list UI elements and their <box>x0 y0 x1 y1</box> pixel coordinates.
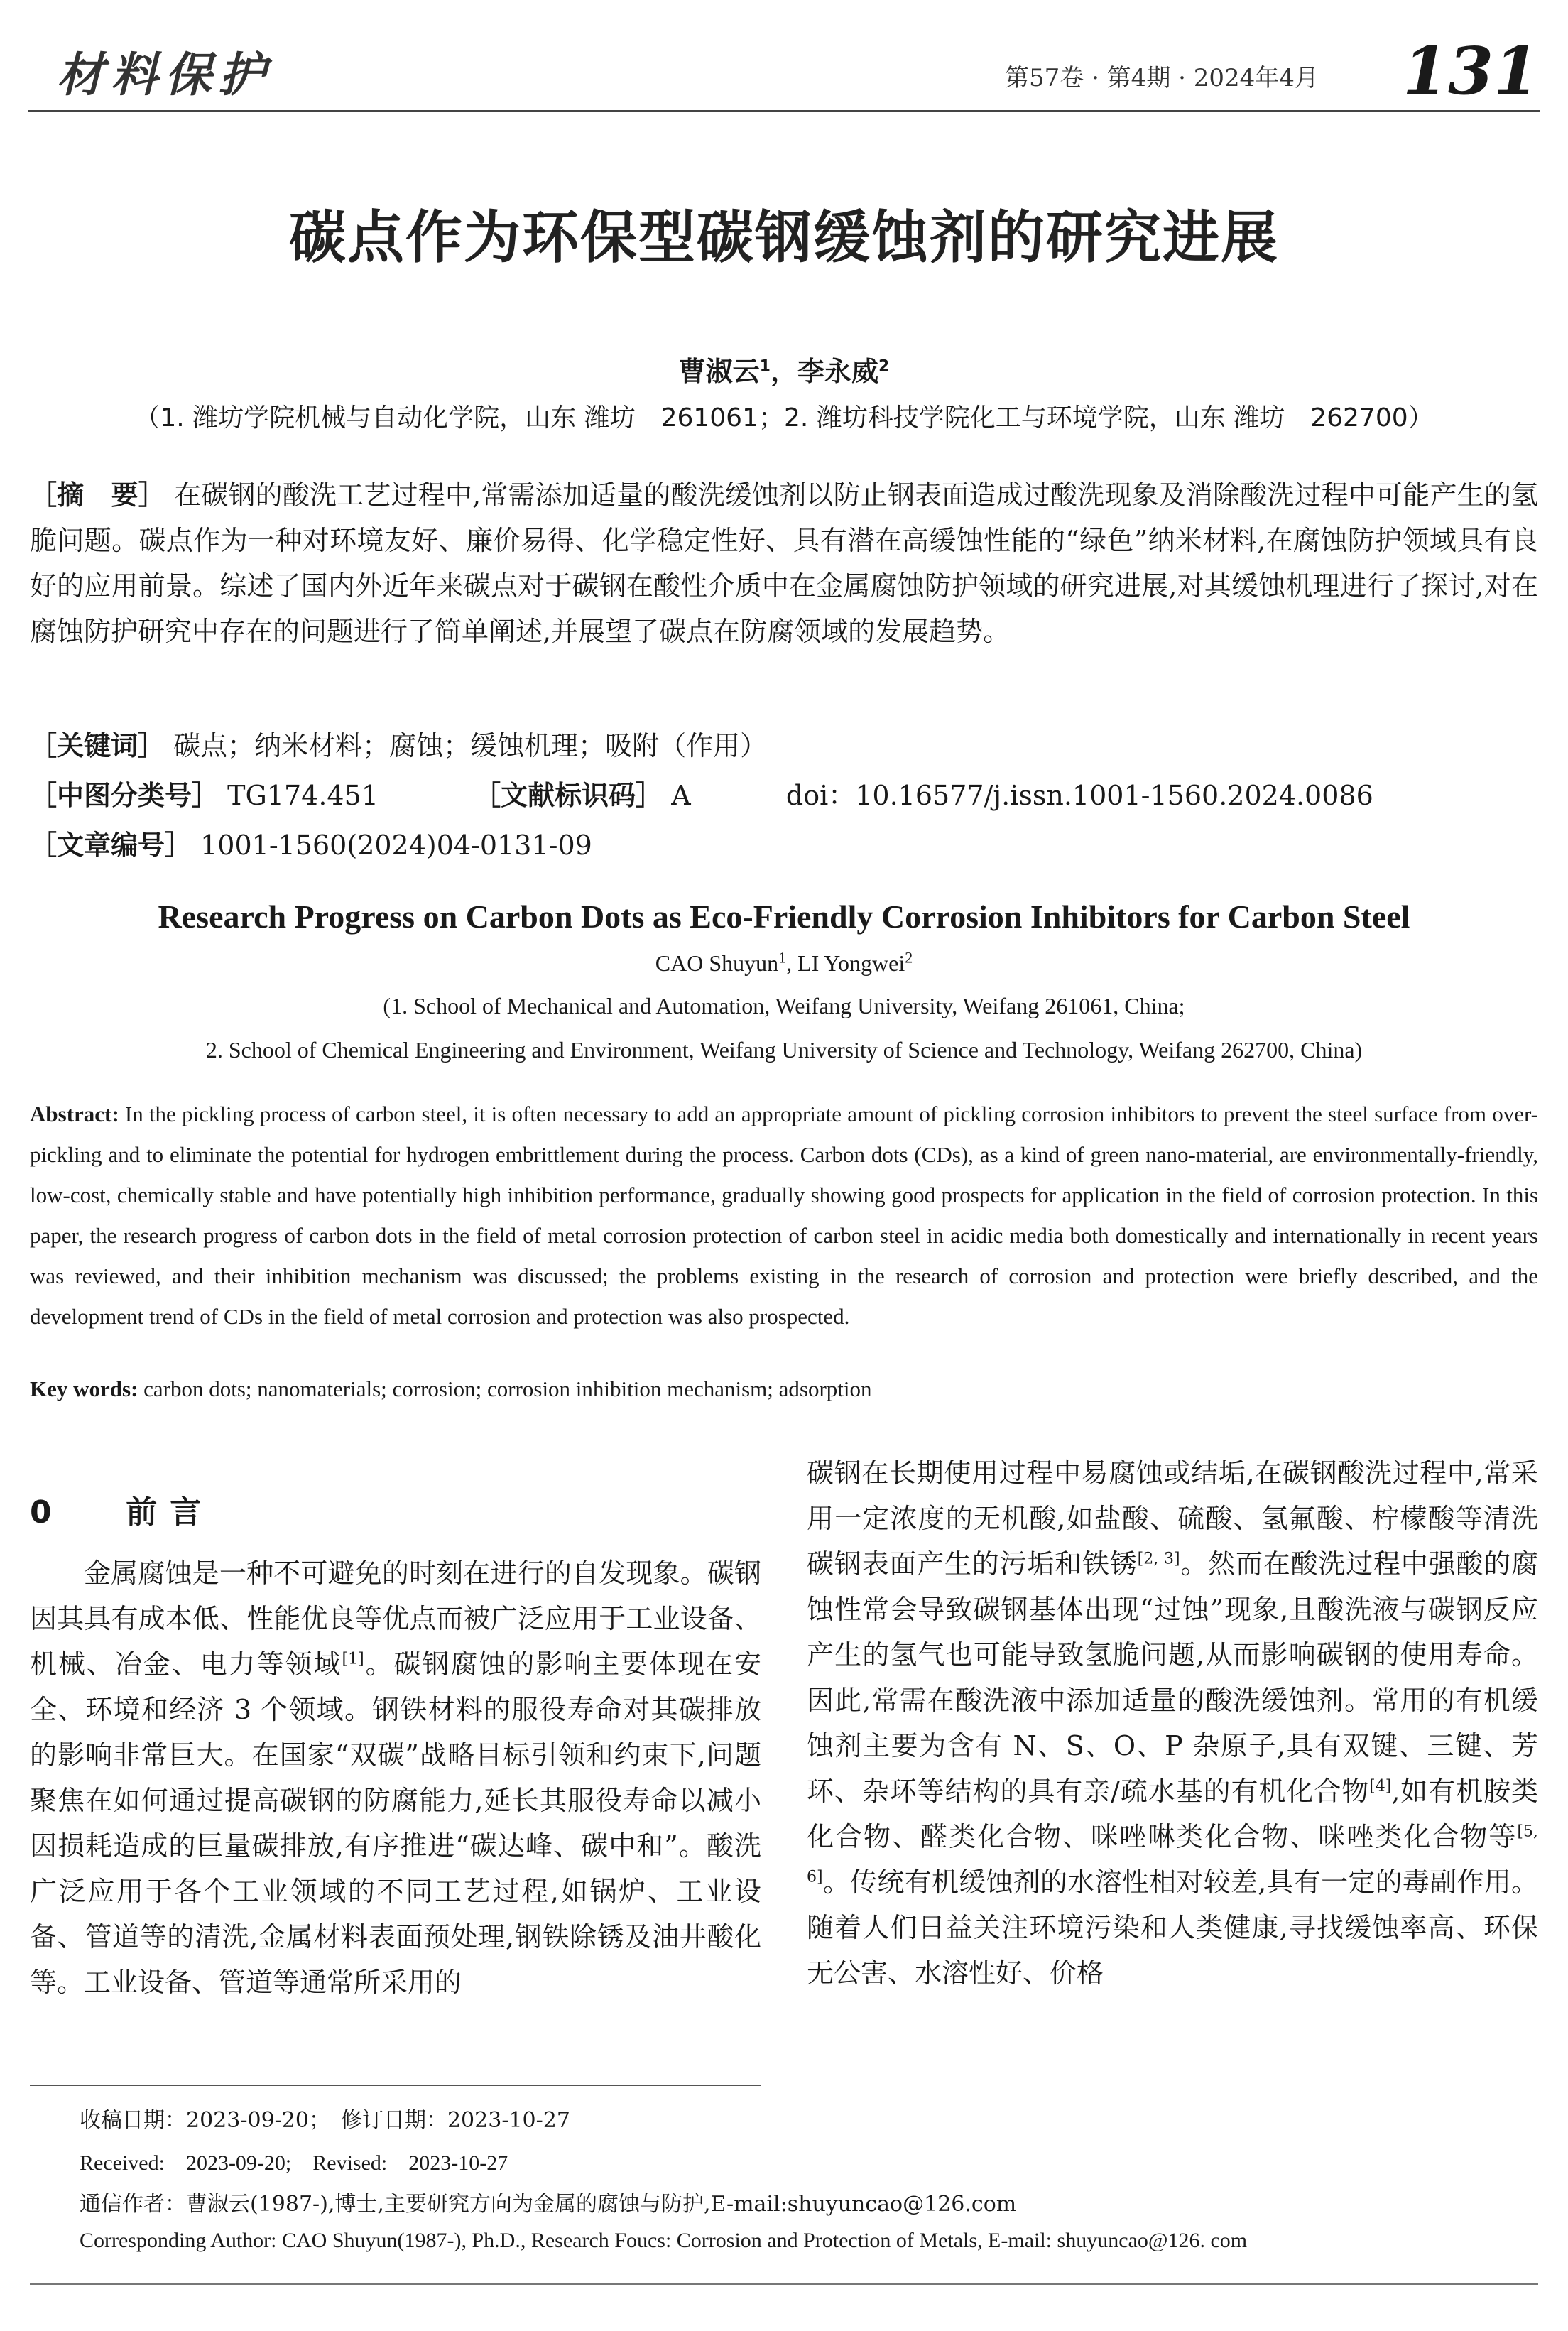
footnote-received-en: Received: 2023-09-20; Revised: 2023-10-27 <box>80 2151 508 2175</box>
section-heading <box>30 1487 214 1532</box>
article-title-cn: 碳点作为环保型碳钢缓蚀剂的研究进展 <box>289 205 1279 271</box>
article-title-en: Research Progress on Carbon Dots as Eco-Friendly Corrosion Inhibitors for Carbon Steel <box>158 898 1410 935</box>
body-left-text-2: 。碳钢腐蚀的影响主要体现在安全、环境和经济 3 个领域。钢铁材料的服役寿命对其碳排放的影响非常巨大。在国家“双碳”战略目标引领和约束下,问题聚焦在如何通过提高碳钢的防腐能力,延长其服役寿命以减小因损耗造成的巨量碳排放,有序推进“碳达峰、碳中和”。酸洗广泛应用于各个工业领域的不同工艺过程,如锅炉、工业设备、管道等的清洗,金属材料表面预处理,钢铁除锈及油井酸化等。工业设备、管道等通常所采用的 <box>30 1648 761 1998</box>
keywords-en-label: Key words: <box>30 1376 138 1401</box>
author-1-en: CAO Shuyun <box>655 950 779 976</box>
body-right-text-2: 。然而在酸洗过程中强酸的腐蚀性常会导致碳钢基体出现“过蚀”现象,且酸洗液与碳钢反应产生的氢气也可能导致氢脆问题,从而影响碳钢的使用寿命。因此,常需在酸洗液中添加适量的酸洗缓蚀剂。常用的有机缓蚀剂主要为含有 N、S、O、P 杂原子,具有双键、三键、芳环、杂环等结构的具有亲/疏水基的有机化合物 <box>807 1548 1538 1807</box>
keywords-cn <box>30 723 1538 768</box>
page-number: 131 <box>1403 33 1540 109</box>
author-1-affil-en: 1 <box>778 948 787 967</box>
abstract-cn <box>30 472 1538 654</box>
author-2-cn: 李永威 <box>797 356 879 387</box>
footnote-corresponding-cn: 通信作者：曹淑云(1987-),博士,主要研究方向为金属的腐蚀与防护,E-mail:shuyuncao@126.com <box>80 2192 1017 2217</box>
body-right-text-3: ,如有机胺类化合物、醛类化合物、咪唑啉类化合物、咪唑类化合物等 <box>807 1776 1538 1852</box>
section-title: 前言 <box>126 1494 214 1531</box>
abstract-en <box>30 1094 1538 1337</box>
footnote-received-cn: 收稿日期：2023-09-20； 修订日期：2023-10-27 <box>80 2108 570 2133</box>
section-number: 0 <box>30 1494 65 1531</box>
author-2-en: LI Yongwei <box>797 950 905 976</box>
footnote-corresponding-en: Corresponding Author: CAO Shuyun(1987-), Ph.D., Research Foucs: Corrosion and Protection of Metals, E-mail: shuyuncao@126. com <box>80 2229 1248 2252</box>
citation-ref[interactable]: [4] <box>1369 1777 1392 1795</box>
abstract-cn-label: ［摘 要］ <box>30 479 165 511</box>
body-column-right <box>807 1450 1538 1996</box>
keywords-en-text: carbon dots; nanomaterials; corrosion; corrosion inhibition mechanism; adsorption <box>143 1376 872 1401</box>
footnote-rule <box>30 2085 761 2086</box>
body-right-text-4: 。传统有机缓蚀剂的水溶性相对较差,具有一定的毒副作用。随着人们日益关注环境污染和人类健康,寻找缓蚀率高、环保无公害、水溶性好、价格 <box>807 1867 1538 1989</box>
body-column-left <box>30 1550 761 2005</box>
affiliation-en-2: 2. School of Chemical Engineering and Environment, Weifang University of Science and Technology, Weifang 262700, China) <box>205 1037 1363 1063</box>
footer-rule <box>30 2283 1538 2285</box>
body-left-text-1: 金属腐蚀是一种不可避免的时刻在进行的自发现象。碳钢因其具有成本低、性能优良等优点而被广泛应用于工业设备、机械、冶金、电力等领域 <box>30 1558 761 1680</box>
abstract-cn-text: 在碳钢的酸洗工艺过程中,常需添加适量的酸洗缓蚀剂以防止钢表面造成过酸洗现象及消除酸洗过程中可能产生的氢脆问题。碳点作为一种对环境友好、廉价易得、化学稳定性好、具有潜在高缓蚀性能的“绿色”纳米材料,在腐蚀防护领域具有良好的应用前景。综述了国内外近年来碳点对于碳钢在酸性介质中在金属腐蚀防护领域的研究进展,对其缓蚀机理进行了探讨,对在腐蚀防护研究中存在的问题进行了简单阐述,并展望了碳点在防腐领域的发展趋势。 <box>30 479 1538 647</box>
header-rule <box>28 110 1540 112</box>
body-right-text-1: 碳钢在长期使用过程中易腐蚀或结垢,在碳钢酸洗过程中,常采用一定浓度的无机酸,如盐酸、硫酸、氢氟酸、柠檬酸等清洗碳钢表面产生的污垢和铁锈 <box>807 1457 1538 1580</box>
citation-ref[interactable]: [1] <box>342 1650 364 1668</box>
authors-en <box>0 950 1568 977</box>
doc-code-label: ［文献标识码］ <box>474 780 663 811</box>
issue-info: 第57卷 · 第4期 · 2024年4月 <box>1005 64 1319 92</box>
author-1-affil-cn: 1 <box>759 357 771 376</box>
clc-value: TG174.451 <box>227 780 379 811</box>
doi-link[interactable]: doi：10.16577/j.issn.1001-1560.2024.0086 <box>785 780 1373 811</box>
article-number-value: 1001-1560(2024)04-0131-09 <box>200 830 592 861</box>
citation-ref[interactable]: [5, 6] <box>807 1822 1538 1886</box>
keywords-cn-text: 碳点；纳米材料；腐蚀；缓蚀机理；吸附（作用） <box>173 730 768 761</box>
author-2-affil-cn: 2 <box>878 357 890 376</box>
clc-label: ［中图分类号］ <box>30 780 219 811</box>
author-1-cn: 曹淑云 <box>678 356 760 387</box>
abstract-en-label: Abstract: <box>30 1102 119 1126</box>
classification-line <box>30 773 1538 818</box>
article-number-line <box>30 822 1538 868</box>
abstract-en-text: In the pickling process of carbon steel, it is often necessary to add an appropriate amount of pickling corrosion inhibitors to prevent the steel surface from over-pickling and to eliminate the potential for hydrogen embrittlement during the process. Carbon dots (CDs), as a kind of green nano-material, are environmentally-friendly, low-cost, chemically stable and have potentially high inhibition performance, gradually showing good prospects for application in the field of corrosion protection. In this paper, the research progress of carbon dots in the field of metal corrosion protection of carbon steel in acidic media both domestically and internationally in recent years was reviewed, and their inhibition mechanism was discussed; the problems existing in the research of corrosion and protection were briefly described, and the development trend of CDs in the field of metal corrosion and protection was also prospected. <box>30 1102 1538 1329</box>
article-number-label: ［文章编号］ <box>30 830 192 861</box>
keywords-cn-label: ［关键词］ <box>30 730 165 761</box>
doc-code-value: A <box>671 780 691 811</box>
affiliations-cn: （1. 潍坊学院机械与自动化学院，山东 潍坊 261061；2. 潍坊科技学院化工与环境学院，山东 潍坊 262700） <box>134 403 1434 433</box>
keywords-en <box>30 1376 1538 1402</box>
affiliation-en-1: (1. School of Mechanical and Automation, Weifang University, Weifang 261061, China; <box>383 993 1185 1018</box>
author-separator-cn: ， <box>770 356 797 387</box>
author-2-affil-en: 2 <box>905 948 913 967</box>
authors-cn <box>0 349 1568 388</box>
citation-ref[interactable]: [2, 3] <box>1137 1550 1180 1568</box>
journal-logo: 材料保护 <box>57 47 273 102</box>
author-separator-en: , <box>786 950 798 976</box>
